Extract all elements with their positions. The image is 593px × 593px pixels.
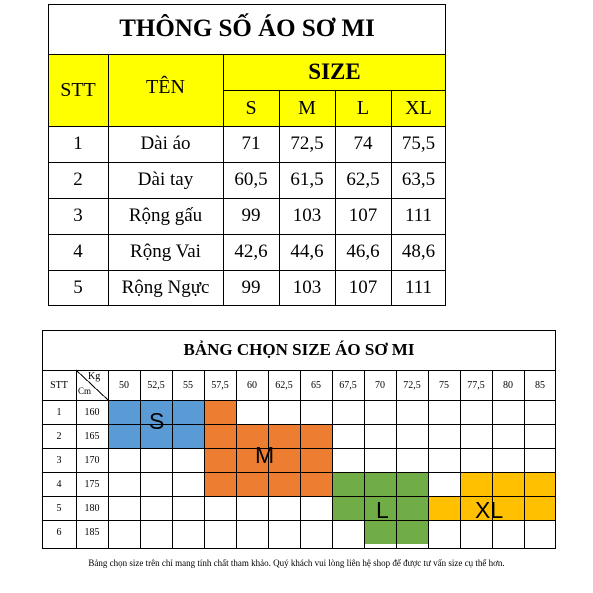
spec-header-ten: TÊN — [108, 54, 223, 126]
spec-value: 44,6 — [290, 241, 324, 262]
spec-size-m: M — [279, 90, 335, 126]
spec-value: 99 — [241, 277, 261, 298]
spec-row-stt: 1 — [73, 133, 83, 154]
spec-value: 72,5 — [290, 133, 324, 154]
chooser-header-stt: STT — [50, 379, 68, 391]
spec-row-stt: 3 — [73, 205, 83, 226]
spec-value: 111 — [404, 277, 433, 298]
weight-header: 65 — [311, 379, 321, 391]
weight-header: 72,5 — [403, 379, 421, 391]
chooser-row-height: 170 — [84, 454, 100, 466]
weight-header: 70 — [375, 379, 385, 391]
weight-header: 60 — [247, 379, 257, 391]
spec-row-stt: 5 — [73, 277, 83, 298]
spec-value: 103 — [292, 205, 322, 226]
size-label-xl: XL — [475, 497, 504, 523]
spec-row-stt: 2 — [73, 169, 83, 190]
spec-value: 74 — [353, 133, 373, 154]
spec-row-stt: 4 — [73, 241, 83, 262]
spec-value: 42,6 — [234, 241, 268, 262]
weight-header: 52,5 — [147, 379, 165, 391]
chooser-row-stt: 5 — [56, 502, 62, 514]
size-region-m — [204, 400, 236, 424]
spec-value: 71 — [241, 133, 261, 154]
weight-header: 55 — [183, 379, 193, 391]
weight-header: 85 — [535, 379, 545, 391]
spec-value: 99 — [241, 205, 261, 226]
spec-value: 75,5 — [401, 133, 436, 154]
spec-value: 62,5 — [346, 169, 380, 190]
spec-value: 107 — [348, 205, 378, 226]
chooser-row-stt: 6 — [56, 526, 62, 538]
chooser-header-cm: Cm — [78, 386, 92, 396]
chooser-row-height: 160 — [84, 406, 100, 418]
weight-header: 67,5 — [339, 379, 357, 391]
size-chooser-title: BẢNG CHỌN SIZE ÁO SƠ MI — [183, 340, 415, 359]
spec-size-s: S — [223, 90, 279, 126]
size-region-xl — [460, 472, 556, 496]
spec-value: 46,6 — [346, 241, 380, 262]
weight-header: 80 — [503, 379, 513, 391]
weight-header: 57,5 — [211, 379, 229, 391]
size-chooser-table — [42, 330, 556, 549]
size-region-l — [364, 520, 428, 544]
spec-row-name: Rộng Vai — [130, 241, 201, 262]
size-label-l: L — [376, 497, 389, 523]
spec-size-l: L — [335, 90, 391, 126]
weight-header: 50 — [119, 379, 129, 391]
size-label-s: S — [149, 408, 165, 434]
weight-header: 75 — [439, 379, 449, 391]
spec-value: 103 — [292, 277, 322, 298]
chooser-row-height: 180 — [84, 502, 100, 514]
disclaimer-note: Bảng chọn size trên chỉ mang tính chất tham khảo. Quý khách vui lòng liên hệ shop để được tư vấn size cụ thể hơn. — [88, 558, 505, 568]
chooser-row-height: 185 — [84, 526, 100, 538]
spec-value: 60,5 — [234, 169, 268, 190]
spec-header-stt: STT — [48, 54, 108, 126]
chooser-row-stt: 1 — [56, 406, 62, 418]
spec-row-name: Rộng Ngực — [121, 277, 210, 298]
chooser-header-kg: Kg — [88, 371, 101, 382]
weight-header: 77,5 — [467, 379, 485, 391]
spec-table-title: THÔNG SỐ ÁO SƠ MI — [119, 15, 375, 42]
spec-value: 63,5 — [401, 169, 436, 190]
spec-value: 111 — [404, 205, 433, 226]
spec-row-name: Dài tay — [137, 169, 194, 190]
chooser-row-stt: 4 — [56, 478, 62, 490]
spec-value: 61,5 — [290, 169, 324, 190]
chooser-row-stt: 2 — [56, 430, 62, 442]
spec-value: 48,6 — [401, 241, 436, 262]
spec-header-size: SIZE — [223, 54, 446, 90]
spec-table — [48, 4, 446, 306]
spec-row-name: Rộng gấu — [128, 205, 203, 226]
spec-value: 107 — [348, 277, 378, 298]
size-label-m: M — [255, 442, 275, 468]
chooser-row-height: 165 — [84, 430, 100, 442]
chooser-row-height: 175 — [84, 478, 100, 490]
chooser-row-stt: 3 — [56, 454, 62, 466]
spec-size-xl: XL — [391, 90, 446, 126]
weight-header: 62,5 — [275, 379, 293, 391]
spec-row-name: Dài áo — [140, 133, 191, 154]
